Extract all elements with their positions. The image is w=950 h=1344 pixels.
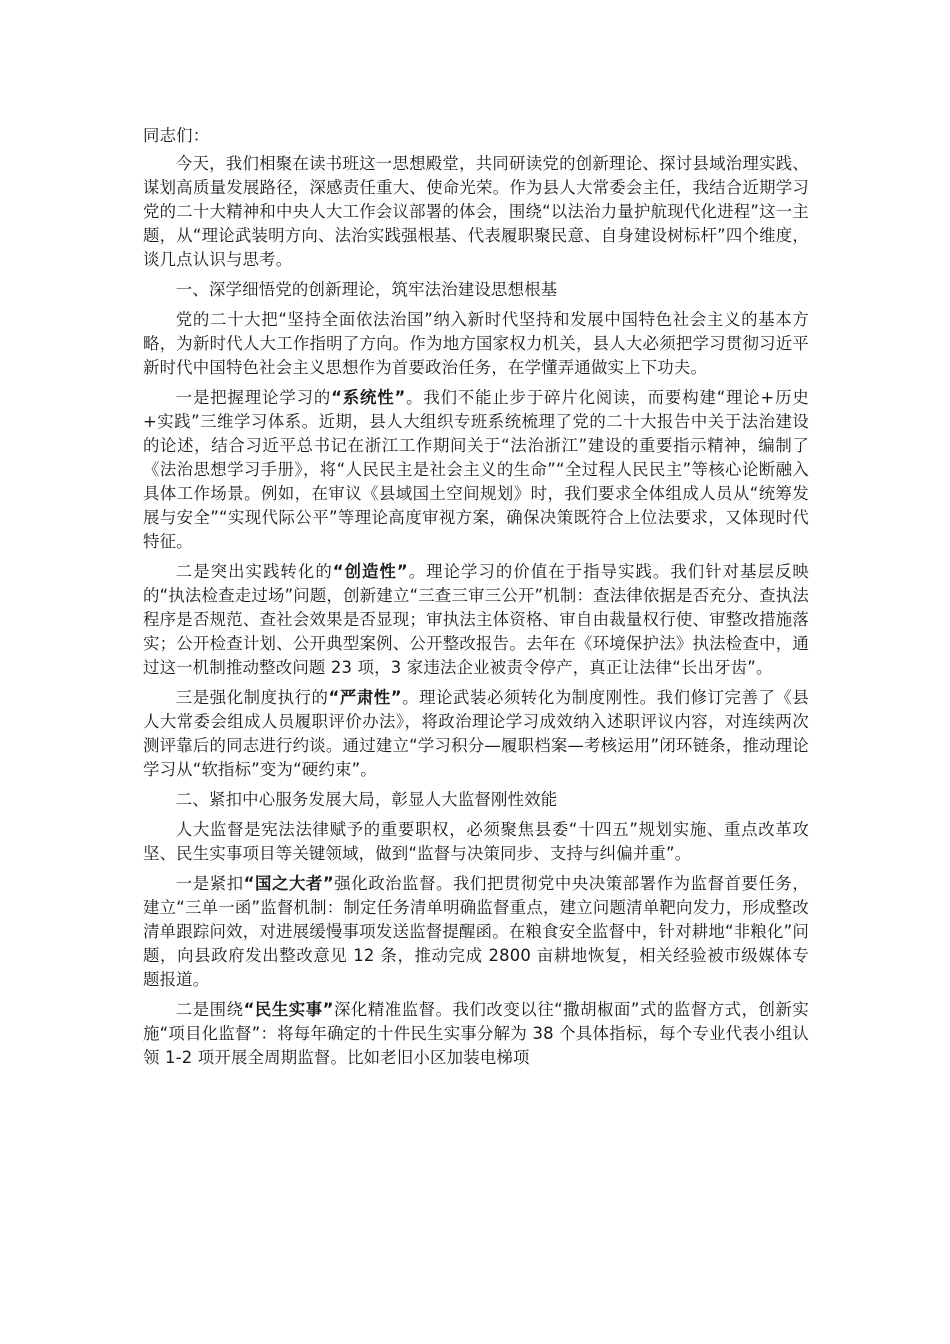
point-systematic-text: 。我们不能止步于碎片化阅读，而要构建“理论+历史+实践”三维学习体系。近期，县人大组织专班系统梳理了党的二十大报告中关于法治建设的论述，结合习近平总书记在浙江工作期间关于“法治浙江”建设的重要指示精神，编制了《法治思想学习手册》，将“人民民主是社会主义的生命”“全过程人民民主”等核心论断融入具体工作场景。例如，在审议《县域国土空间规划》时，我们要求全体组成人员从“统筹发展与安全”“实现代际公平”等理论高度审视方案，确保决策既符合上位法要求，又体现时代特征。	[143, 388, 809, 551]
section-1-intro: 党的二十大把“坚持全面依法治国”纳入新时代坚持和发展中国特色社会主义的基本方略，为新时代人大工作指明了方向。作为地方国家权力机关，县人大必须把学习贯彻习近平新时代中国特色社会主义思想作为首要政治任务，在学懂弄通做实上下功夫。	[143, 310, 809, 377]
point-creative-lead: 二是突出实践转化的	[175, 562, 333, 581]
point-serious-lead: 三是强化制度执行的	[175, 688, 329, 707]
intro-paragraph: 今天，我们相聚在读书班这一思想殿堂，共同研读党的创新理论、探讨县域治理实践、谋划高质量发展路径，深感责任重大、使命光荣。作为县人大常委会主任，我结合近期学习党的二十大精神和中央人大工作会议部署的体会，围绕“以法治力量护航现代化进程”这一主题，从“理论武装明方向、法治实践强根基、代表履职聚民意、自身建设树标杆”四个维度，谈几点认识与思考。	[143, 154, 809, 269]
point-livelihood-text: 深化精准监督。我们改变以往“撒胡椒面”式的监督方式，创新实施“项目化监督”：将每年确定的十件民生实事分解为 38 个具体指标，每个专业代表小组认领 1-2 项开展全周期监督。比如老旧小区加装电梯项	[143, 1000, 810, 1067]
point-national-lead: 一是紧扣	[175, 874, 244, 893]
point-national-text: 强化政治监督。我们把贯彻党中央决策部署作为监督首要任务，建立“三单一函”监督机制：制定任务清单明确监督重点，建立问题清单靶向发力，形成整改清单跟踪问效，对进展缓慢事项发送监督提醒函。在粮食安全监督中，针对耕地“非粮化”问题，向县政府发出整改意见 12 条，推动完成 2800 亩耕地恢复，相关经验被市级媒体专题报道。	[143, 874, 809, 989]
section-heading-2: 二、紧扣中心服务发展大局，彰显人大监督刚性效能	[175, 790, 558, 809]
point-national-emphasis: “国之大者”	[243, 874, 334, 893]
point-creative	[143, 560, 809, 680]
salutation: 同志们：	[143, 126, 210, 145]
section-heading-1: 一、深学细悟党的创新理论，筑牢法治建设思想根基	[175, 280, 558, 299]
point-serious-text: 。理论武装必须转化为制度刚性。我们修订完善了《县人大常委会组成人员履职评价办法》，将政治理论学习成效纳入述职评议内容，对连续两次测评靠后的同志进行约谈。通过建立“学习积分—履职档案—考核运用”闭环链条，推动理论学习从“软指标”变为“硬约束”。	[143, 688, 809, 779]
point-livelihood	[143, 998, 809, 1070]
section-2-intro: 人大监督是宪法法律赋予的重要职权，必须聚焦县委“十四五”规划实施、重点改革攻坚、民生实事项目等关键领域，做到“监督与决策同步、支持与纠偏并重”。	[143, 820, 809, 863]
point-livelihood-lead: 二是围绕	[175, 1000, 244, 1019]
point-livelihood-emphasis: “民生实事”	[243, 1000, 334, 1019]
point-serious	[143, 686, 809, 782]
point-national	[143, 872, 809, 992]
point-systematic-emphasis: “系统性”	[331, 388, 406, 407]
point-systematic	[143, 386, 809, 554]
point-serious-emphasis: “严肃性”	[328, 688, 402, 707]
point-creative-emphasis: “创造性”	[332, 562, 408, 581]
point-creative-text: 。理论学习的价值在于指导实践。我们针对基层反映的“执法检查走过场”问题，创新建立“三查三审三公开”机制：查法律依据是否充分、查执法程序是否规范、查社会效果是否显现；审执法主体资格、审自由裁量权行使、审整改措施落实；公开检查计划、公开典型案例、公开整改报告。去年在《环境保护法》执法检查中，通过这一机制推动整改问题 23 项，3 家违法企业被责令停产，真正让法律“长出牙齿”。	[143, 562, 809, 677]
speech-body	[143, 124, 809, 1076]
point-systematic-lead: 一是把握理论学习的	[175, 388, 332, 407]
